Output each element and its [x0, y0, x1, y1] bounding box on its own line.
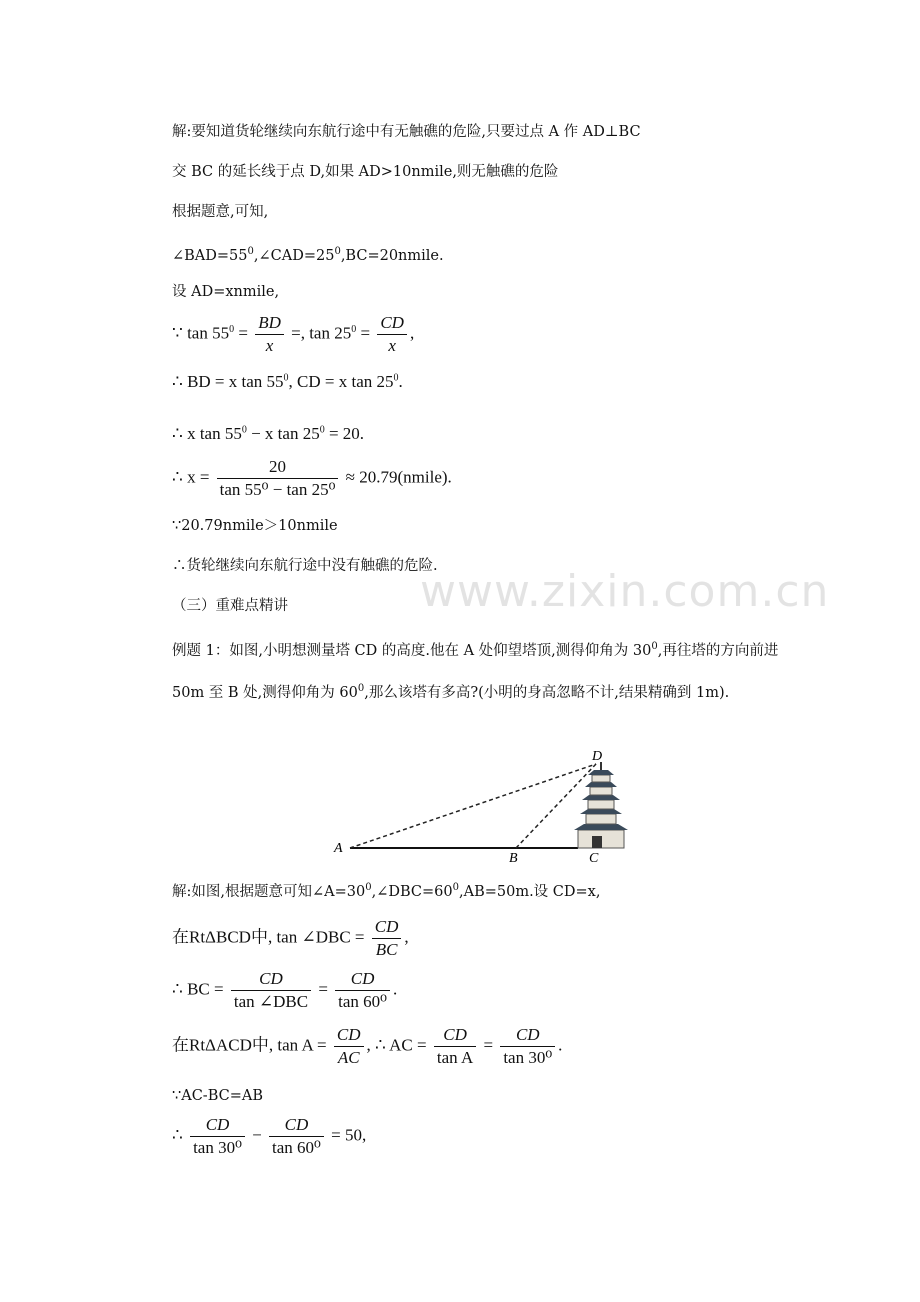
math-op: =: [234, 323, 253, 343]
numerator: BD: [255, 312, 284, 335]
math-op: = 50,: [326, 1125, 367, 1145]
fraction-cd-tan30: [500, 1024, 555, 1069]
degree-mark: 0: [452, 882, 459, 893]
degree-mark: 0: [283, 372, 289, 384]
fraction-cd-bc: [372, 916, 402, 961]
math-op: =: [356, 323, 375, 343]
math-expr: = 20.: [324, 424, 365, 443]
text-line-19: ∵AC-BC=AB: [172, 1088, 263, 1104]
denominator: tan 30⁰: [503, 1048, 553, 1067]
denominator: AC: [337, 1048, 360, 1067]
denominator: tan ∠DBC: [233, 992, 309, 1011]
math-pre: ∵ tan 55: [172, 323, 230, 343]
fraction-bd-x: [255, 312, 284, 357]
denominator: tan 60⁰: [338, 992, 387, 1011]
math-expr: 在RtΔBCD中, tan ∠DBC =: [172, 927, 369, 947]
math-expr: ∴ x =: [172, 467, 214, 487]
numerator: CD: [231, 968, 311, 991]
math-expr: ∴: [172, 1125, 188, 1145]
bc-length: ,BC=20nmile.: [340, 247, 444, 264]
degree-mark: 0: [229, 323, 235, 335]
section-heading: （三）重难点精讲: [172, 598, 288, 614]
numerator: 20: [217, 456, 339, 479]
math-expr: − x tan 25: [246, 424, 320, 443]
numerator: CD: [434, 1024, 476, 1047]
fraction-x-value: [217, 456, 339, 501]
denominator: tan 30⁰: [193, 1138, 242, 1157]
example-text: ,再往塔的方向前进 50m 至 B 处,测得仰角为 60: [172, 642, 779, 701]
math-line-6: [172, 968, 397, 1013]
math-op: =: [479, 1035, 498, 1055]
math-expr: ,: [404, 927, 409, 947]
numerator: CD: [500, 1024, 555, 1047]
degree-mark: 0: [247, 246, 254, 257]
denominator: tan 55⁰ − tan 25⁰: [219, 480, 336, 499]
numerator: CD: [372, 916, 402, 939]
degree-mark: 0: [393, 372, 399, 384]
watermark: www.zixin.com.cn: [420, 566, 830, 617]
math-expr: ∴ BD = x tan 55: [172, 372, 284, 391]
label-d: D: [592, 749, 603, 764]
math-line-8: [172, 1114, 366, 1159]
math-op: =, tan 25: [286, 323, 352, 343]
numerator: CD: [269, 1114, 324, 1137]
degree-mark: 0: [357, 682, 365, 694]
angles-given: [172, 242, 444, 266]
math-line-3: [172, 424, 364, 444]
degree-mark: 0: [334, 246, 341, 257]
math-expr: .: [398, 372, 403, 391]
angle-cad: ,∠CAD=25: [253, 247, 335, 264]
math-expr: , ∴ AC =: [366, 1035, 431, 1055]
numerator: CD: [377, 312, 407, 335]
denominator: BC: [375, 940, 398, 959]
math-op: ,: [409, 323, 415, 343]
degree-mark: 0: [319, 424, 325, 436]
solution-line: [172, 878, 600, 902]
numerator: CD: [190, 1114, 245, 1137]
fraction-cd-x: [377, 312, 407, 357]
example-text: 例题 1：如图,小明想测量塔 CD 的高度.他在 A 处仰望塔顶,测得仰角为 30: [172, 642, 652, 659]
math-line-4: [172, 456, 452, 501]
text-line-2: 交 BC 的延长线于点 D,如果 AD>10nmile,则无触礁的危险: [172, 164, 559, 180]
fraction-cd-tan-a: [434, 1024, 476, 1069]
fraction-cd-tan60: [269, 1114, 324, 1159]
math-expr: , CD = x tan 25: [288, 372, 394, 391]
math-line-7: [172, 1024, 562, 1069]
math-expr: ∴ x tan 55: [172, 424, 242, 443]
text-line-10: ∵20.79nmile＞10nmile: [172, 518, 338, 534]
fraction-cd-tan30: [190, 1114, 245, 1159]
angle-bad: ∠BAD=55: [172, 247, 248, 264]
denominator: x: [265, 336, 274, 355]
text-line-11: ∴货轮继续向东航行途中没有触礁的危险.: [172, 558, 438, 574]
text-line-3: 根据题意,可知,: [172, 204, 269, 220]
degree-mark: 0: [241, 424, 247, 436]
degree-mark: 0: [651, 641, 658, 652]
math-expr: ≈ 20.79(nmile).: [341, 467, 452, 487]
pagoda-icon: [574, 762, 628, 848]
label-a: A: [334, 841, 343, 856]
math-op: .: [558, 1035, 563, 1055]
fraction-cd-tan-dbc: [231, 968, 311, 1013]
tower-figure: [330, 746, 630, 866]
math-line-1: [172, 312, 414, 357]
math-line-2: [172, 372, 403, 392]
denominator: tan A: [436, 1048, 474, 1067]
numerator: CD: [334, 1024, 364, 1047]
solution-text: ,∠DBC=60: [371, 883, 453, 900]
denominator: x: [388, 336, 396, 355]
degree-mark: 0: [351, 323, 357, 335]
math-op: =: [314, 979, 333, 999]
line-ad: [350, 764, 596, 848]
math-op: −: [247, 1125, 267, 1145]
math-expr: 在RtΔACD中, tan A =: [172, 1035, 331, 1055]
fraction-cd-tan60: [335, 968, 390, 1013]
solution-text: ,AB=50m.设 CD=x,: [458, 883, 601, 900]
label-c: C: [589, 851, 599, 866]
solution-text: 解:如图,根据题意可知∠A=30: [172, 883, 366, 900]
degree-mark: 0: [365, 882, 372, 893]
text-line-5: 设 AD=xnmile,: [172, 284, 280, 300]
label-b: B: [509, 851, 518, 866]
example-text: ,那么该塔有多高?(小明的身高忽略不计,结果精确到 1m).: [364, 684, 730, 701]
text-line-1: 解:要知道货轮继续向东航行途中有无触礁的危险,只要过点 A 作 AD⊥BC: [172, 124, 641, 140]
math-op: .: [393, 979, 398, 999]
math-line-5: [172, 916, 409, 961]
numerator: CD: [335, 968, 390, 991]
denominator: tan 60⁰: [272, 1138, 321, 1157]
math-expr: ∴ BC =: [172, 979, 228, 999]
fraction-cd-ac: [334, 1024, 364, 1069]
example-1-text: [172, 628, 784, 712]
